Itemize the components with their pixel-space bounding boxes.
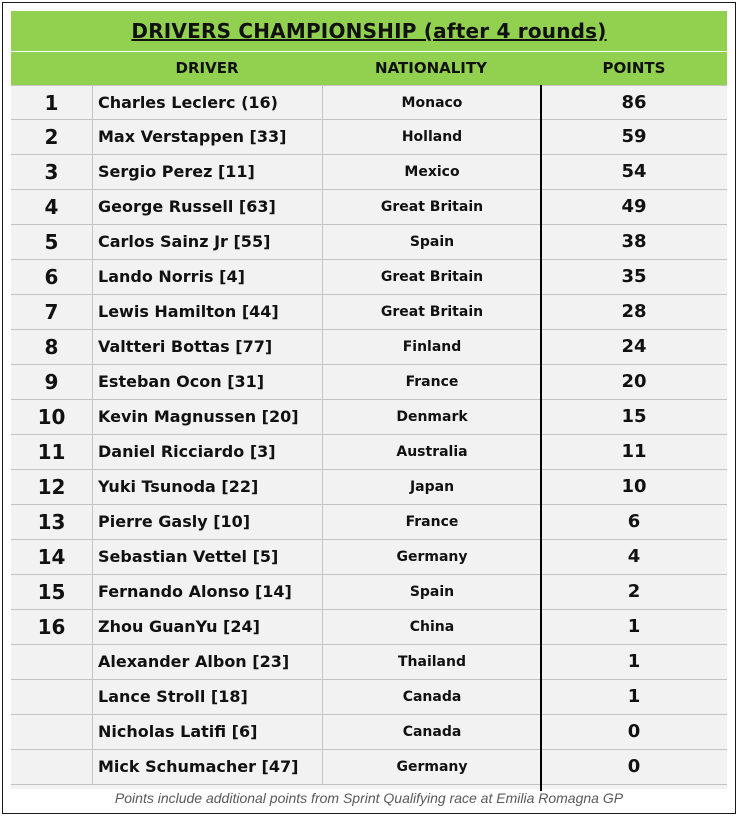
nationality-cell: China <box>409 619 455 635</box>
nationality-cell: Spain <box>409 584 455 600</box>
points-cell: 11 <box>621 441 647 462</box>
driver-cell: Pierre Gasly [10] <box>93 505 323 540</box>
table-row <box>11 575 727 610</box>
table-row <box>11 610 727 645</box>
driver-cell: Daniel Ricciardo [3] <box>93 435 323 470</box>
position-cell: 3 <box>11 155 93 190</box>
table-row <box>11 260 727 295</box>
position-cell <box>11 715 93 750</box>
table-row <box>11 365 727 400</box>
driver-cell: Fernando Alonso [14] <box>93 575 323 610</box>
footnote: Points include additional points from Sprint Qualifying race at Emilia Romagna GP <box>114 790 624 806</box>
points-cell: 49 <box>621 196 647 217</box>
nationality-cell: Canada <box>402 689 462 705</box>
position-cell: 7 <box>11 295 93 330</box>
points-cell: 1 <box>627 686 641 707</box>
driver-cell: Lando Norris [4] <box>93 260 323 295</box>
table-row <box>11 435 727 470</box>
column-header-nationality: NATIONALITY <box>375 59 487 77</box>
driver-cell: George Russell [63] <box>93 190 323 225</box>
points-cell: 28 <box>621 301 647 322</box>
points-cell: 24 <box>621 336 647 357</box>
points-cell: 2 <box>627 581 641 602</box>
nationality-cell: Finland <box>402 339 462 355</box>
table-row <box>11 645 727 680</box>
points-cell: 15 <box>621 406 647 427</box>
table-row <box>11 295 727 330</box>
column-header-driver: DRIVER <box>175 59 239 77</box>
nationality-cell: Great Britain <box>380 304 484 320</box>
position-cell: 12 <box>11 470 93 505</box>
table-row <box>11 470 727 505</box>
position-cell: 9 <box>11 365 93 400</box>
points-cell: 20 <box>621 371 647 392</box>
position-cell: 5 <box>11 225 93 260</box>
driver-cell: Sergio Perez [11] <box>93 155 323 190</box>
table-row <box>11 120 727 155</box>
nationality-cell: Mexico <box>404 164 460 180</box>
position-cell: 1 <box>11 86 93 121</box>
table-row <box>11 85 727 120</box>
table-row <box>11 330 727 365</box>
table-row <box>11 190 727 225</box>
column-header-points: POINTS <box>602 59 666 77</box>
driver-cell: Esteban Ocon [31] <box>93 365 323 400</box>
position-cell <box>11 645 93 680</box>
nationality-cell: France <box>405 374 459 390</box>
table-row <box>11 750 727 785</box>
points-cell: 38 <box>621 231 647 252</box>
position-cell: 15 <box>11 575 93 610</box>
nationality-cell: Germany <box>396 549 468 565</box>
position-cell <box>11 680 93 715</box>
nationality-cell: Spain <box>409 234 455 250</box>
position-cell: 4 <box>11 190 93 225</box>
points-cell: 0 <box>627 756 641 777</box>
championship-table-container <box>11 11 727 807</box>
position-cell: 11 <box>11 435 93 470</box>
driver-cell: Nicholas Latifi [6] <box>93 715 323 750</box>
points-cell: 4 <box>627 546 641 567</box>
position-cell <box>11 750 93 785</box>
driver-cell: Lance Stroll [18] <box>93 680 323 715</box>
driver-cell: Max Verstappen [33] <box>93 120 323 155</box>
points-cell: 1 <box>627 616 641 637</box>
nationality-cell: Thailand <box>398 654 466 670</box>
nationality-cell: Japan <box>409 479 455 495</box>
points-cell: 0 <box>627 721 641 742</box>
position-cell: 10 <box>11 400 93 435</box>
points-cell: 35 <box>621 266 647 287</box>
points-cell: 86 <box>621 92 647 113</box>
driver-cell: Valtteri Bottas [77] <box>93 330 323 365</box>
table-body <box>11 85 727 789</box>
driver-cell: Zhou GuanYu [24] <box>93 610 323 645</box>
table-frame <box>2 2 736 814</box>
table-row <box>11 715 727 750</box>
driver-cell: Charles Leclerc (16) <box>93 86 323 121</box>
points-cell: 1 <box>627 651 641 672</box>
points-cell: 6 <box>627 511 641 532</box>
nationality-cell: Canada <box>402 724 462 740</box>
nationality-cell: Monaco <box>401 95 463 111</box>
table-row <box>11 540 727 575</box>
points-cell: 59 <box>621 126 647 147</box>
position-cell: 13 <box>11 505 93 540</box>
nationality-cell: Great Britain <box>380 269 484 285</box>
points-cell: 54 <box>621 161 647 182</box>
table-header <box>11 51 727 85</box>
position-cell: 16 <box>11 610 93 645</box>
page-title: DRIVERS CHAMPIONSHIP (after 4 rounds) <box>131 19 607 43</box>
driver-cell: Mick Schumacher [47] <box>93 750 323 785</box>
table-row <box>11 155 727 190</box>
title-bar <box>11 11 727 51</box>
position-cell: 14 <box>11 540 93 575</box>
table-row <box>11 400 727 435</box>
points-cell: 10 <box>621 476 647 497</box>
table-row <box>11 680 727 715</box>
position-cell: 6 <box>11 260 93 295</box>
nationality-cell: Denmark <box>396 409 468 425</box>
driver-cell: Carlos Sainz Jr [55] <box>93 225 323 260</box>
nationality-cell: Australia <box>396 444 468 460</box>
nationality-cell: Germany <box>396 759 468 775</box>
table-row <box>11 505 727 540</box>
driver-cell: Alexander Albon [23] <box>93 645 323 680</box>
nationality-cell: Great Britain <box>380 199 484 215</box>
driver-cell: Kevin Magnussen [20] <box>93 400 323 435</box>
nationality-cell: France <box>405 514 459 530</box>
driver-cell: Lewis Hamilton [44] <box>93 295 323 330</box>
position-cell: 8 <box>11 330 93 365</box>
position-cell: 2 <box>11 120 93 155</box>
nationality-cell: Holland <box>401 129 463 145</box>
driver-cell: Sebastian Vettel [5] <box>93 540 323 575</box>
driver-cell: Yuki Tsunoda [22] <box>93 470 323 505</box>
table-row <box>11 225 727 260</box>
points-column-divider <box>540 85 542 791</box>
